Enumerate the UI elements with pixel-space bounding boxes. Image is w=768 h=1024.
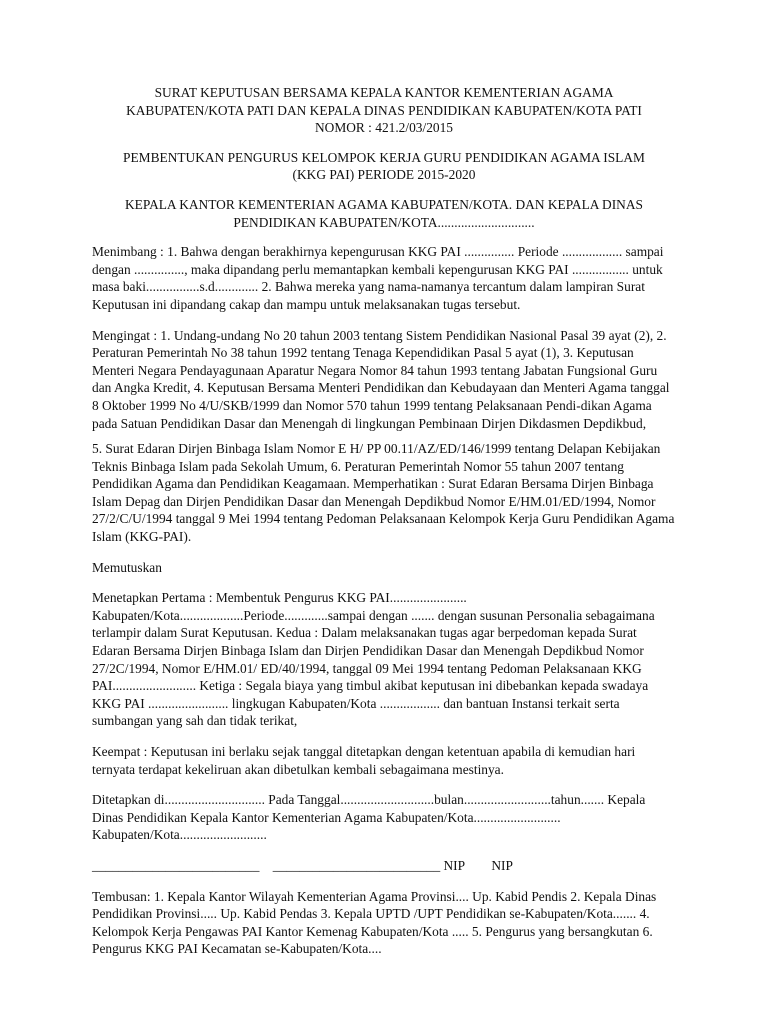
signature-lines: _________________________ _________________________ NIP NIP [92,857,513,873]
document-issuer [92,196,676,231]
issuer-line-1: KEPALA KANTOR KEMENTERIAN AGAMA KABUPATEN/KOTA. DAN KEPALA DINAS [125,196,643,212]
memutuskan-heading: Memutuskan [92,559,162,575]
mengingat-continued-paragraph: 5. Surat Edaran Dirjen Binbaga Islam Nomor E H/ PP 00.11/AZ/ED/146/1999 tentang Delapan Kebijakan Teknis Binbaga Islam pada Sekolah Umum, 6. Peraturan Pemerintah Nomor 55 tahun 2007 tentang Pendidikan Agama dan Pendidikan Keagamaan. Memperhatikan : Surat Edaran Bersama Dirjen Binbaga Islam Depag dan Dirjen Pendidikan Dasar dan Menengah Depdikbud Nomor E/HM.01/ED/1994, Nomor 27/2/C/U/1994 tanggal 9 Mei 1994 tentang Pedoman Pelaksanaan Kelompok Kerja Guru Pendidikan Agama Islam (KKG-PAI). [92,441,675,545]
document-header [92,84,676,137]
keempat-paragraph: Keempat : Keputusan ini berlaku sejak tanggal ditetapkan dengan ketentuan apabila di kemudian hari ternyata terdapat kekeliruan akan dibetulkan kembali sebagaimana mestinya. [92,744,636,777]
header-line-2: KABUPATEN/KOTA PATI DAN KEPALA DINAS PENDIDIKAN KABUPATEN/KOTA PATI [126,102,642,118]
ditetapkan-paragraph: Ditetapkan di.............................. Pada Tanggal............................bulan..........................tahun....... Kepala Dinas Pendidikan Kepala Kantor Kementerian Agama Kabupaten/Kota.......................... Kabupaten/Kota.......................... [92,792,646,843]
mengingat-paragraph: Mengingat : 1. Undang-undang No 20 tahun 2003 tentang Sistem Pendidikan Nasional Pasal 39 ayat (2), 2. Peraturan Pemerintah No 38 tahun 1992 tentang Tenaga Kependidikan Pasal 5 ayat (1), 3. Keputusan Menteri Negara Pendayagunaan Aparatur Negara Nomor 84 tahun 1993 tentang Jabatan Fungsional Guru dan Angka Kredit, 4. Keputusan Bersama Menteri Pendidikan dan Kebudayaan dan Menteri Agama tanggal 8 Oktober 1999 No 4/U/SKB/1999 dan Nomor 570 tahun 1999 tentang Pelaksanaan Pendi-dikan Agama pada Satuan Pendidikan Dasar dan Menengah di lingkungan Pembinaan Dirjen Dikdasmen Depdikbud, [92,327,670,431]
header-number: NOMOR : 421.2/03/2015 [314,120,453,136]
menimbang-paragraph: Menimbang : 1. Bahwa dengan berakhirnya kepengurusan KKG PAI ............... Periode .................. sampai dengan ..............., maka dipandang perlu memantapkan kembali kepengurusan KKG PAI ................. untuk masa baki................s.d............. 2. Bahwa mereka yang nama-namanya tercantum dalam lampiran Surat Keputusan ini dipandang cakap dan mampu untuk melaksanakan tugas tersebut. [92,244,664,312]
header-line-1: SURAT KEPUTUSAN BERSAMA KEPALA KANTOR KEMENTERIAN AGAMA [154,85,614,100]
subject-line-2: (KKG PAI) PERIODE 2015-2020 [292,167,476,183]
document-subject [92,149,676,184]
menetapkan-paragraph: Menetapkan Pertama : Membentuk Pengurus KKG PAI....................... Kabupaten/Kota...................Periode.............sampai dengan ....... dengan susunan Personalia sebagaimana terlampir dalam Surat Keputusan. Kedua : Dalam melaksanakan tugas agar berpedoman kepada Surat Edaran Bersama Dirjen Binbaga Islam dan Dirjen Pendidikan Dasar dan Menengah Depdikbud Nomor 27/2C/1994, Nomor E/HM.01/ ED/40/1994, tanggal 09 Mei 1994 tentang Pedoman Pelaksanaan KKG PAI......................... Ketiga : Segala biaya yang timbul akibat keputusan ini dibebankan kepada swadaya KKG PAI ........................ lingkugan Kabupaten/Kota .................. dan bantuan Instansi terkait serta sumbangan yang sah dan tidak terikat, [92,590,655,729]
tembusan-paragraph: Tembusan: 1. Kepala Kantor Wilayah Kementerian Agama Provinsi.... Up. Kabid Pendis 2. Kepala Dinas Pendidikan Provinsi..... Up. Kabid Pendas 3. Kepala UPTD /UPT Pendidikan se-Kabupaten/Kota....... 4. Kelompok Kerja Pengawas PAI Kantor Kemenag Kabupaten/Kota ..... 5. Pengurus yang bersangkutan 6. Pengurus KKG PAI Kecamatan se-Kabupaten/Kota.... [92,888,657,957]
subject-line-1: PEMBENTUKAN PENGURUS KELOMPOK KERJA GURU PENDIDIKAN AGAMA ISLAM [123,149,645,165]
issuer-line-2: PENDIDIKAN KABUPATEN/KOTA............................. [233,214,535,230]
